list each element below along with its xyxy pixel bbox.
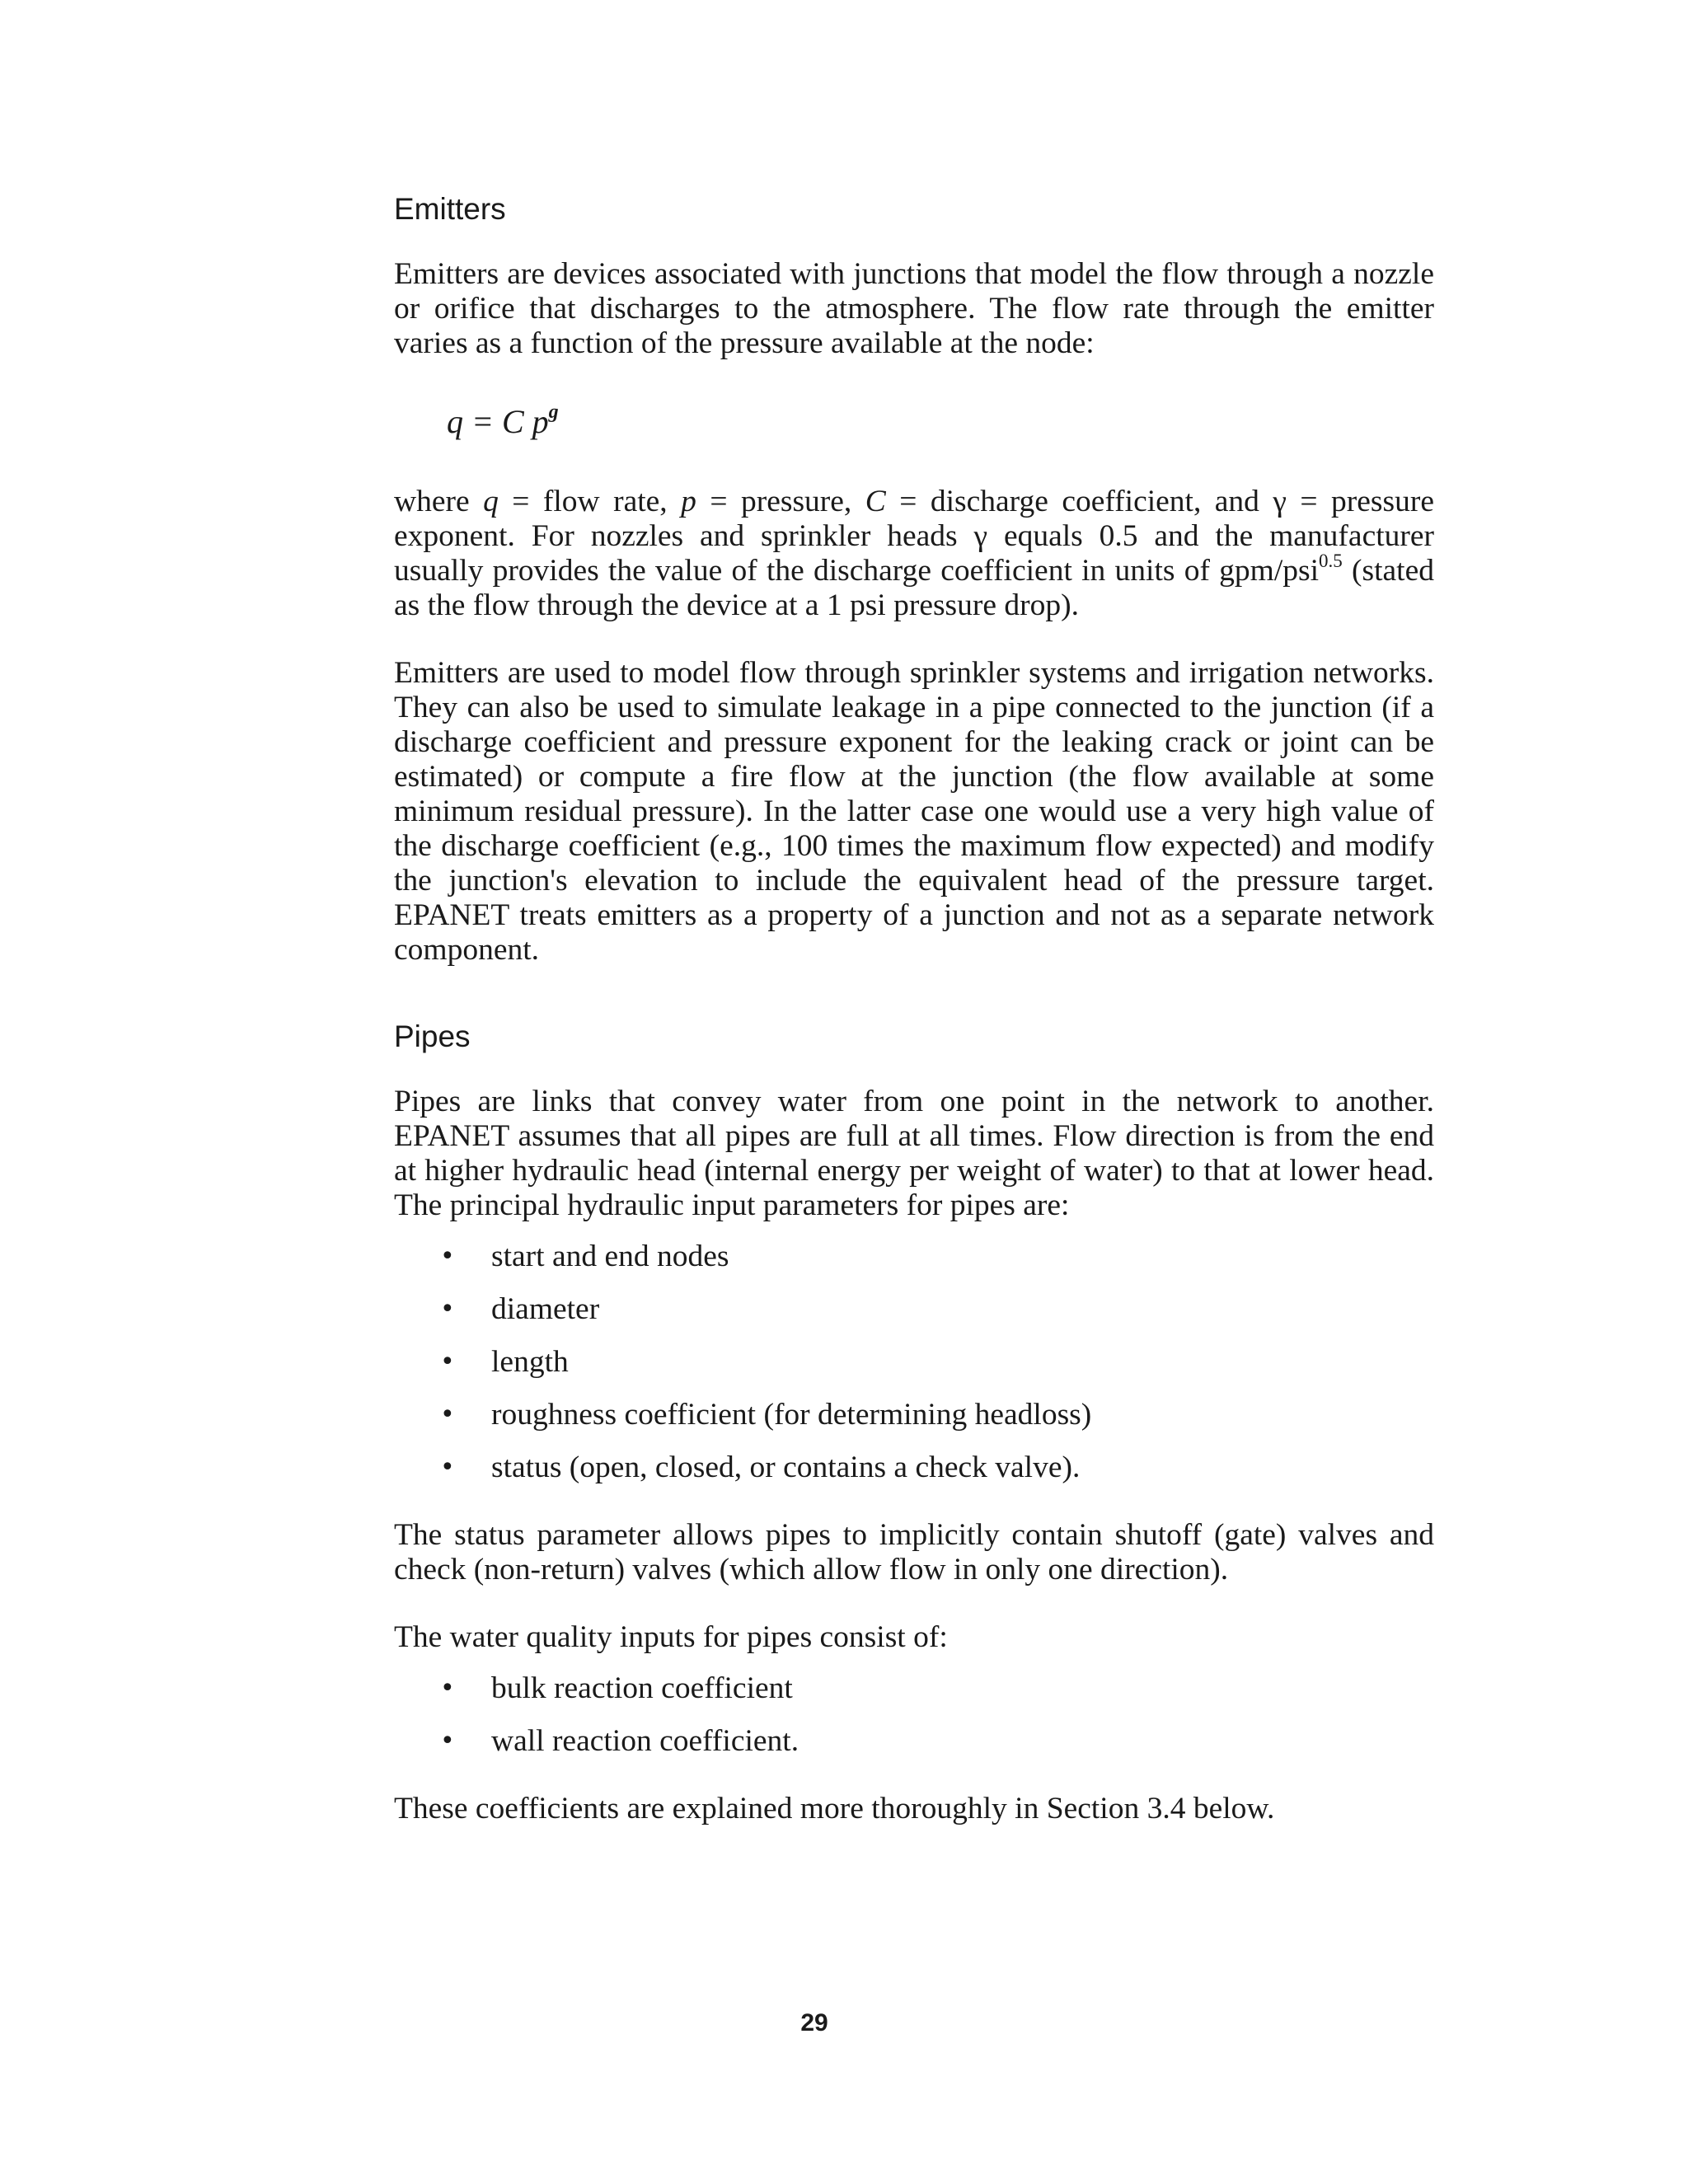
list-item-text: roughness coefficient (for determining headloss) (491, 1398, 1092, 1432)
emitters-usage-paragraph: Emitters are used to model flow through sprinkler systems and irrigation networks. They can also be used to simulate leakage in a pipe connected to the junction (if a discharge coefficient and pressure exponent for the leaking crack or joint can be estimated) or compute a fire flow at the junction (the flow available at some minimum residual pressure). In the latter case one would use a very high value of the discharge coefficient (e.g., 100 times the maximum flow expected) and modify the junction's elevation to include the equivalent head of the pressure target. EPANET treats emitters as a property of a junction and not as a separate network component. (394, 656, 1434, 967)
where-text-2: = flow rate, (498, 485, 682, 518)
quality-params-list (394, 1671, 1434, 1759)
formula-base: q = C p (447, 403, 549, 440)
emitter-flow-formula (447, 392, 1434, 442)
emitters-intro-paragraph: Emitters are devices associated with junctions that model the flow through a nozzle or orifice that discharges to the atmosphere. The flow rate through the emitter varies as a function of the pressure available at the node: (394, 257, 1434, 360)
pipes-status-paragraph: The status parameter allows pipes to implicitly contain shutoff (gate) valves and check (non-return) valves (which allow flow in only one direction). (394, 1518, 1434, 1586)
bullet-icon: • (440, 1400, 455, 1429)
emitters-where-paragraph (394, 485, 1434, 623)
bullet-icon: • (440, 1453, 455, 1482)
pipes-intro-paragraph: Pipes are links that convey water from one point in the network to another. EPANET assumes that all pipes are full at all times. Flow direction is from the end at higher hydraulic head (internal energy per weight of water) to that at lower head. The principal hydraulic input parameters for pipes are: (394, 1085, 1434, 1222)
hydraulic-params-list (394, 1240, 1434, 1485)
list-item (394, 1671, 1434, 1706)
where-text-3: = pressure, (696, 485, 865, 518)
pipes-closing-paragraph: These coefficients are explained more thoroughly in Section 3.4 below. (394, 1792, 1275, 1825)
page-number: 29 (800, 2009, 828, 2036)
section-heading-pipes: Pipes (394, 1019, 471, 1053)
list-item (394, 1398, 1434, 1432)
section-heading-emitters: Emitters (394, 192, 506, 226)
bullet-icon: • (440, 1242, 455, 1271)
formula-exponent: g (548, 401, 559, 423)
list-item (394, 1240, 1434, 1274)
where-text-1: where (394, 485, 484, 518)
list-item-text: start and end nodes (491, 1240, 729, 1273)
list-item-text: bulk reaction coefficient (491, 1671, 793, 1705)
bullet-icon: • (440, 1347, 455, 1376)
where-exponent: 0.5 (1319, 551, 1343, 571)
bullet-icon: • (440, 1295, 455, 1324)
where-var-c: C (865, 485, 886, 518)
bullet-icon: • (440, 1727, 455, 1755)
list-item-text: length (491, 1345, 569, 1379)
list-item-text: status (open, closed, or contains a check valve). (491, 1451, 1081, 1484)
list-item (394, 1292, 1434, 1327)
where-text-4: = discharge coefficient, and γ = pressure exponent. For nozzles and sprinkler heads γ equals 0.5 and the manufacturer usually provides the value of the discharge coefficient in units of gpm/psi (394, 485, 1434, 588)
list-item (394, 1345, 1434, 1380)
page-content (394, 191, 1434, 1826)
where-var-q: q (483, 485, 499, 518)
pipes-quality-intro: The water quality inputs for pipes consist of: (394, 1620, 948, 1654)
list-item (394, 1724, 1434, 1759)
where-var-p: p (681, 485, 696, 518)
list-item-text: diameter (491, 1292, 600, 1326)
list-item-text: wall reaction coefficient. (491, 1724, 799, 1758)
list-item (394, 1451, 1434, 1485)
bullet-icon: • (440, 1674, 455, 1703)
where-text-5: (stated as the flow through the device at a 1 psi pressure drop). (394, 554, 1434, 622)
